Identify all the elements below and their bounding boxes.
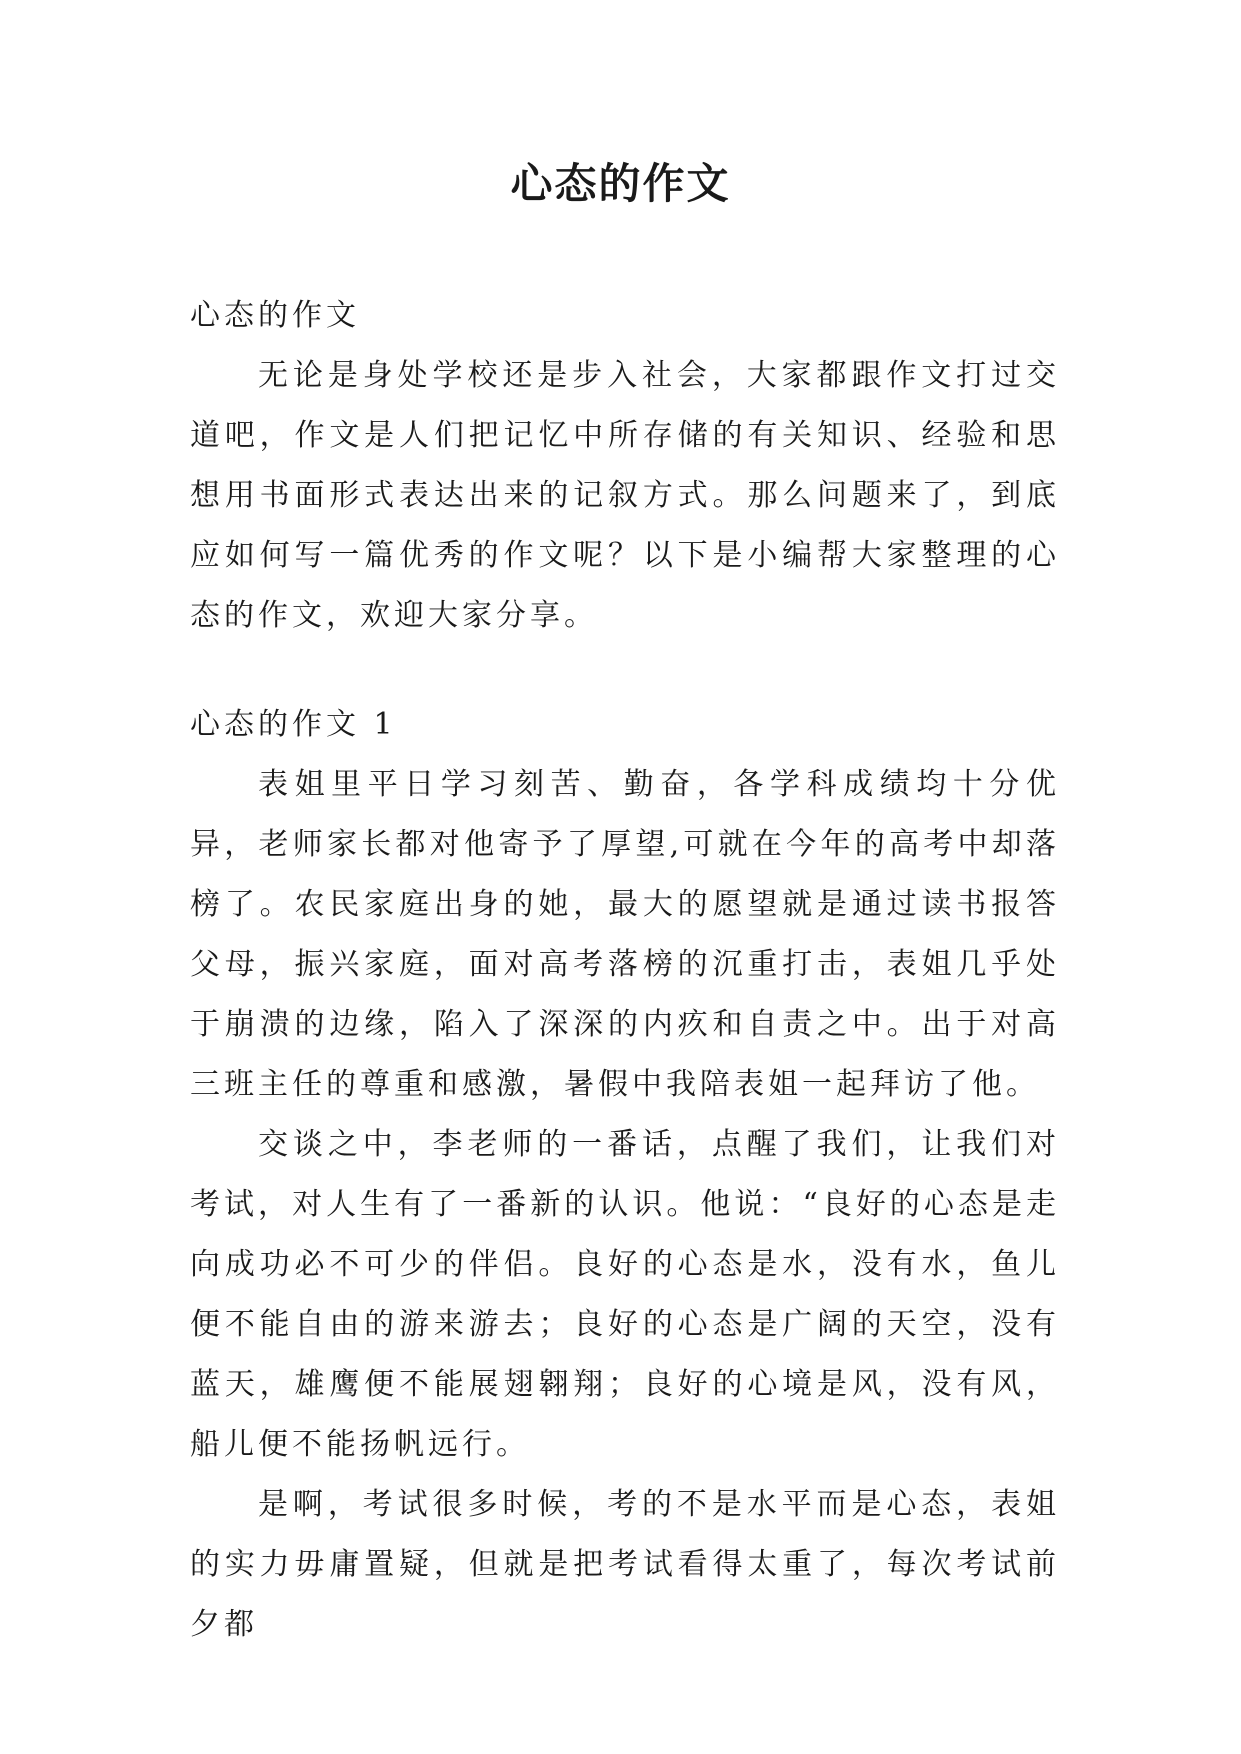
document-body (190, 286, 1060, 1655)
intro-paragraph: 无论是身处学校还是步入社会，大家都跟作文打过交道吧，作文是人们把记忆中所存储的有关知识、经验和思想用书面形式表达出来的记叙方式。那么问题来了，到底应如何写一篇优秀的作文呢？以下是小编帮大家整理的心态的作文，欢迎大家分享。 (190, 358, 1060, 633)
body-paragraph: 是啊，考试很多时候，考的不是水平而是心态，表姐的实力毋庸置疑，但就是把考试看得太重了，每次考试前夕都 (190, 1487, 1060, 1642)
body-paragraph: 交谈之中，李老师的一番话，点醒了我们，让我们对考试，对人生有了一番新的认识。他说：“良好的心态是走向成功必不可少的伴侣。良好的心态是水，没有水，鱼儿便不能自由的游来游去；良好的心态是广阔的天空，没有蓝天，雄鹰便不能展翅翱翔；良好的心境是风，没有风，船儿便不能扬帆远行。 (190, 1127, 1060, 1462)
body-paragraph: 表姐里平日学习刻苦、勤奋，各学科成绩均十分优异，老师家长都对他寄予了厚望,可就在今年的高考中却落榜了。农民家庭出身的她，最大的愿望就是通过读书报答父母，振兴家庭，面对高考落榜的沉重打击，表姐几乎处于崩溃的边缘，陷入了深深的内疚和自责之中。出于对高三班主任的尊重和感激，暑假中我陪表姐一起拜访了他。 (190, 767, 1060, 1102)
intro-heading: 心态的作文 (190, 298, 360, 333)
document-title: 心态的作文 (510, 159, 731, 208)
section-heading: 心态的作文 1 (190, 707, 397, 742)
